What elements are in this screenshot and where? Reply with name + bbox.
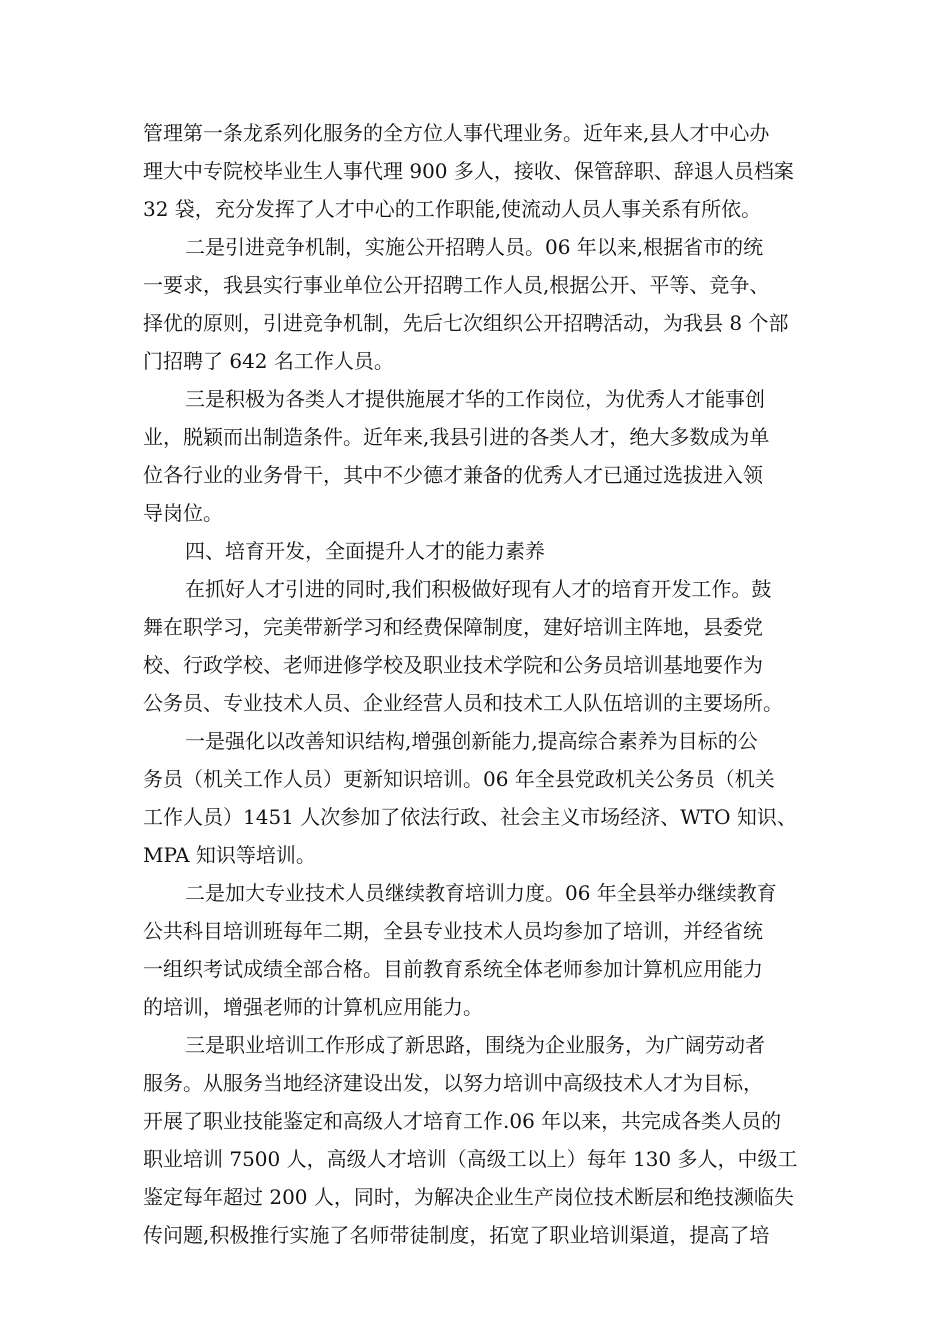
paragraph-line: 管理第一条龙系列化服务的全方位人事代理业务。近年来,县人才中心办 <box>143 121 770 145</box>
paragraph-line: 职业培训 7500 人，高级人才培训（高级工以上）每年 130 多人，中级工 <box>143 1147 798 1171</box>
paragraph-first-line: 四、培育开发，全面提升人才的能力素养 <box>185 539 545 563</box>
paragraph-line: 的培训，增强老师的计算机应用能力。 <box>143 995 483 1019</box>
paragraph-line: 业，脱颖而出制造条件。近年来,我县引进的各类人才，绝大多数成为单 <box>143 425 770 449</box>
paragraph-line: 导岗位。 <box>143 501 223 525</box>
paragraph-line: 公务员、专业技术人员、企业经营人员和技术工人队伍培训的主要场所。 <box>143 691 783 715</box>
paragraph-line: 开展了职业技能鉴定和高级人才培育工作.06 年以来，共完成各类人员的 <box>143 1109 782 1133</box>
paragraph-line: 务员（机关工作人员）更新知识培训。06 年全县党政机关公务员（机关 <box>143 767 775 791</box>
paragraph-line: 择优的原则，引进竞争机制，先后七次组织公开招聘活动，为我县 8 个部 <box>143 311 789 335</box>
paragraph-line: 理大中专院校毕业生人事代理 900 多人，接收、保管辞职、辞退人员档案 <box>143 159 794 183</box>
paragraph-line: 传问题,积极推行实施了名师带徒制度，拓宽了职业培训渠道，提高了培 <box>143 1223 770 1247</box>
paragraph-line: 位各行业的业务骨干，其中不少德才兼备的优秀人才已通过选拔进入领 <box>143 463 763 487</box>
paragraph-first-line: 在抓好人才引进的同时,我们积极做好现有人才的培育开发工作。鼓 <box>185 577 772 601</box>
paragraph-line: 32 袋，充分发挥了人才中心的工作职能,使流动人员人事关系有所依。 <box>143 197 762 221</box>
paragraph-first-line: 一是强化以改善知识结构,增强创新能力,提高综合素养为目标的公 <box>185 729 758 753</box>
paragraph-line: 门招聘了 642 名工作人员。 <box>143 349 394 373</box>
paragraph-line: MPA 知识等培训。 <box>143 843 316 867</box>
paragraph-line: 服务。从服务当地经济建设出发，以努力培训中高级技术人才为目标， <box>143 1071 763 1095</box>
paragraph-first-line: 三是职业培训工作形成了新思路，围绕为企业服务，为广阔劳动者 <box>185 1033 765 1057</box>
paragraph-line: 工作人员）1451 人次参加了依法行政、社会主义市场经济、WTO 知识、 <box>143 805 797 829</box>
paragraph-line: 一组织考试成绩全部合格。目前教育系统全体老师参加计算机应用能力 <box>143 957 763 981</box>
paragraph-line: 舞在职学习，完美带新学习和经费保障制度，建好培训主阵地，县委党 <box>143 615 763 639</box>
document-body <box>143 114 815 1254</box>
paragraph-line: 校、行政学校、老师进修学校及职业技术学院和公务员培训基地要作为 <box>143 653 763 677</box>
paragraph-line: 鉴定每年超过 200 人，同时，为解决企业生产岗位技术断层和绝技濒临失 <box>143 1185 794 1209</box>
paragraph-line: 一要求，我县实行事业单位公开招聘工作人员,根据公开、平等、竞争、 <box>143 273 770 297</box>
paragraph-first-line: 三是积极为各类人才提供施展才华的工作岗位，为优秀人才能事创 <box>185 387 765 411</box>
paragraph-first-line: 二是加大专业技术人员继续教育培训力度。06 年全县举办继续教育 <box>185 881 777 905</box>
paragraph-line: 公共科目培训班每年二期，全县专业技术人员均参加了培训，并经省统 <box>143 919 763 943</box>
paragraph-first-line: 二是引进竞争机制，实施公开招聘人员。06 年以来,根据省市的统 <box>185 235 764 259</box>
